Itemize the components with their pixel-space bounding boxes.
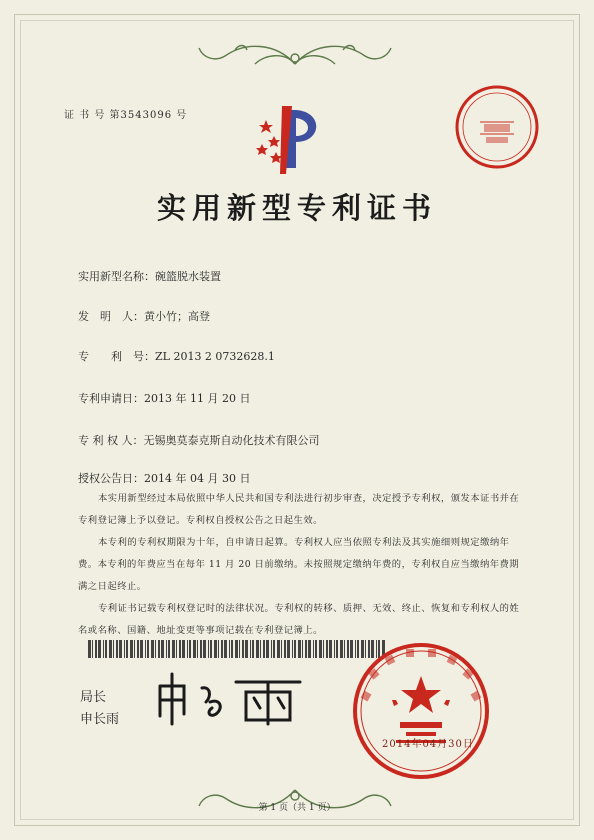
director-name: 申长雨 — [80, 712, 120, 727]
field-label: 实用新型名称： — [78, 270, 155, 283]
director-title: 局长 — [80, 690, 107, 705]
field-value: 无锡奥莫泰克斯自动化技术有限公司 — [143, 434, 320, 447]
top-seal — [452, 82, 542, 172]
field-grant-date — [78, 470, 250, 486]
field-label: 发 明 人： — [78, 310, 144, 323]
field-value: 2013 年 11 月 20 日 — [144, 392, 251, 405]
certificate-title: 实用新型专利证书 — [156, 191, 437, 225]
patent-office-logo — [252, 98, 332, 178]
field-utility-model-name — [78, 268, 221, 284]
top-ornament — [195, 34, 395, 74]
field-label: 专利申请日： — [78, 392, 144, 405]
page-footer: 第 1 页（共 1 页） — [258, 803, 336, 813]
field-value: 碗篮脱水装置 — [155, 270, 221, 283]
director-signature — [150, 668, 310, 728]
field-value: ZL 2013 2 0732628.1 — [155, 350, 275, 363]
paragraph: 本专利的专利权期限为十年，自申请日起算。专利权人应当依照专利法及其实施细则规定缴纳年费。本专利的年费应当在每年 11 月 20 日前缴纳。未按照规定缴纳年费的，专利权自应当缴纳年费期满之日起终止。 — [78, 537, 520, 592]
field-label: 专 利 权 人： — [78, 434, 144, 447]
field-application-date — [78, 390, 250, 406]
paragraph: 专利证书记载专利权登记时的法律状况。专利权的转移、质押、无效、终止、恢复和专利权人的姓名或名称、国籍、地址变更等事项记载在专利登记簿上。 — [78, 603, 520, 636]
field-value: 2014 年 04 月 30 日 — [144, 472, 251, 485]
patent-office-seal — [350, 640, 492, 782]
barcode — [88, 640, 388, 658]
field-value: 黄小竹；高登 — [144, 310, 210, 323]
paragraph: 本实用新型经过本局依照中华人民共和国专利法进行初步审查，决定授予专利权，颁发本证书并在专利登记簿上予以登记。专利权自授权公告之日起生效。 — [78, 493, 520, 526]
certificate-body-text — [78, 488, 520, 642]
field-patentee — [78, 432, 320, 448]
field-label: 专 利 号： — [78, 350, 155, 363]
seal-date: 2014年04月30日 — [382, 739, 474, 750]
field-label: 授权公告日： — [78, 472, 144, 485]
certificate-number: 证 书 号 第3543096 号 — [64, 110, 188, 121]
field-patent-number — [78, 348, 275, 364]
field-inventor — [78, 308, 210, 324]
